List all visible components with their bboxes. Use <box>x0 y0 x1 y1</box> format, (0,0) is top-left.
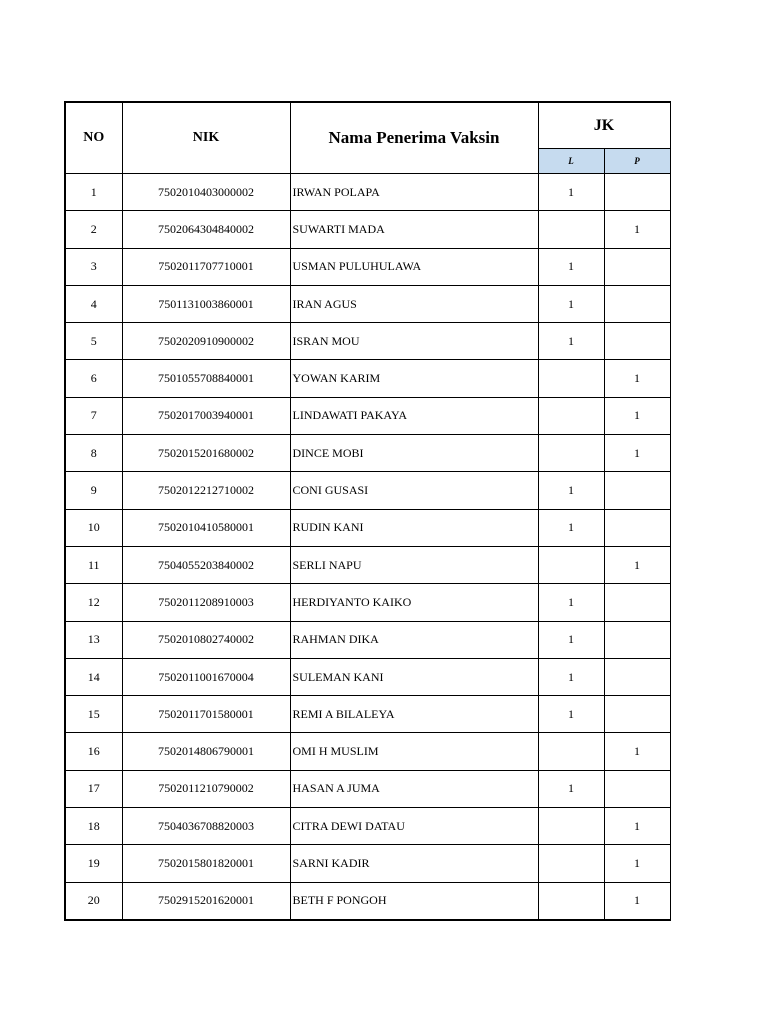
cell-no: 6 <box>65 360 122 397</box>
header-nama: Nama Penerima Vaksin <box>290 102 538 174</box>
cell-nama: RUDIN KANI <box>290 509 538 546</box>
cell-no: 14 <box>65 658 122 695</box>
cell-nik: 7504036708820003 <box>122 808 290 845</box>
cell-no: 4 <box>65 285 122 322</box>
cell-p: 1 <box>604 808 670 845</box>
cell-nik: 7501055708840001 <box>122 360 290 397</box>
cell-l <box>538 360 604 397</box>
cell-no: 18 <box>65 808 122 845</box>
table-row <box>65 435 670 472</box>
cell-no: 13 <box>65 621 122 658</box>
cell-no: 11 <box>65 546 122 583</box>
cell-nik: 7502011001670004 <box>122 658 290 695</box>
table-row <box>65 696 670 733</box>
table-row <box>65 584 670 621</box>
cell-nama: DINCE MOBI <box>290 435 538 472</box>
cell-p: 1 <box>604 435 670 472</box>
cell-nama: HASAN A JUMA <box>290 770 538 807</box>
cell-l <box>538 397 604 434</box>
cell-nik: 7502011210790002 <box>122 770 290 807</box>
cell-nik: 7502011701580001 <box>122 696 290 733</box>
cell-no: 9 <box>65 472 122 509</box>
cell-p <box>604 584 670 621</box>
cell-p <box>604 621 670 658</box>
cell-no: 16 <box>65 733 122 770</box>
cell-nik: 7502020910900002 <box>122 323 290 360</box>
cell-nik: 7502017003940001 <box>122 397 290 434</box>
cell-nik: 7502012212710002 <box>122 472 290 509</box>
cell-p <box>604 696 670 733</box>
cell-p <box>604 658 670 695</box>
cell-nik: 7504055203840002 <box>122 546 290 583</box>
cell-p: 1 <box>604 845 670 882</box>
cell-nik: 7502915201620001 <box>122 882 290 920</box>
cell-no: 10 <box>65 509 122 546</box>
cell-nik: 7502011208910003 <box>122 584 290 621</box>
cell-p: 1 <box>604 360 670 397</box>
cell-nama: SUWARTI MADA <box>290 211 538 248</box>
cell-nama: ISRAN MOU <box>290 323 538 360</box>
cell-l <box>538 546 604 583</box>
cell-p: 1 <box>604 211 670 248</box>
cell-nama: RAHMAN DIKA <box>290 621 538 658</box>
cell-nama: CITRA DEWI DATAU <box>290 808 538 845</box>
cell-l: 1 <box>538 696 604 733</box>
table-row <box>65 472 670 509</box>
cell-nik: 7502010410580001 <box>122 509 290 546</box>
table-row <box>65 845 670 882</box>
cell-no: 2 <box>65 211 122 248</box>
cell-l: 1 <box>538 621 604 658</box>
cell-p: 1 <box>604 882 670 920</box>
cell-no: 19 <box>65 845 122 882</box>
table-body <box>65 174 670 920</box>
table-row <box>65 658 670 695</box>
cell-l <box>538 733 604 770</box>
cell-nama: OMI H MUSLIM <box>290 733 538 770</box>
cell-l <box>538 845 604 882</box>
cell-l: 1 <box>538 472 604 509</box>
cell-nama: IRWAN POLAPA <box>290 174 538 211</box>
cell-l <box>538 435 604 472</box>
table-row <box>65 808 670 845</box>
header-no: NO <box>65 102 122 174</box>
cell-p <box>604 472 670 509</box>
cell-l: 1 <box>538 323 604 360</box>
cell-no: 15 <box>65 696 122 733</box>
cell-p: 1 <box>604 733 670 770</box>
cell-nik: 7502064304840002 <box>122 211 290 248</box>
cell-nik: 7502015201680002 <box>122 435 290 472</box>
table-row <box>65 733 670 770</box>
cell-p <box>604 323 670 360</box>
cell-p <box>604 770 670 807</box>
cell-p: 1 <box>604 546 670 583</box>
table-row <box>65 248 670 285</box>
cell-nama: IRAN AGUS <box>290 285 538 322</box>
cell-l <box>538 211 604 248</box>
cell-nama: HERDIYANTO KAIKO <box>290 584 538 621</box>
cell-no: 12 <box>65 584 122 621</box>
cell-nama: REMI A BILALEYA <box>290 696 538 733</box>
table-row <box>65 770 670 807</box>
table-row <box>65 397 670 434</box>
cell-p <box>604 248 670 285</box>
cell-no: 5 <box>65 323 122 360</box>
cell-nama: YOWAN KARIM <box>290 360 538 397</box>
cell-nama: SARNI KADIR <box>290 845 538 882</box>
table-row <box>65 621 670 658</box>
cell-nama: SULEMAN KANI <box>290 658 538 695</box>
header-p: P <box>604 149 670 174</box>
vaccine-recipient-table <box>64 101 671 921</box>
cell-p <box>604 509 670 546</box>
header-jk: JK <box>538 102 670 149</box>
cell-l: 1 <box>538 285 604 322</box>
table-row <box>65 323 670 360</box>
cell-nama: USMAN PULUHULAWA <box>290 248 538 285</box>
cell-l: 1 <box>538 248 604 285</box>
table-row <box>65 360 670 397</box>
cell-p <box>604 174 670 211</box>
cell-l: 1 <box>538 770 604 807</box>
cell-nik: 7501131003860001 <box>122 285 290 322</box>
cell-no: 20 <box>65 882 122 920</box>
cell-no: 17 <box>65 770 122 807</box>
cell-nik: 7502010403000002 <box>122 174 290 211</box>
table-row <box>65 211 670 248</box>
cell-no: 7 <box>65 397 122 434</box>
table-row <box>65 174 670 211</box>
table-row <box>65 509 670 546</box>
table-row <box>65 546 670 583</box>
cell-no: 8 <box>65 435 122 472</box>
cell-no: 3 <box>65 248 122 285</box>
cell-nama: LINDAWATI PAKAYA <box>290 397 538 434</box>
cell-nik: 7502011707710001 <box>122 248 290 285</box>
cell-p: 1 <box>604 397 670 434</box>
cell-nik: 7502010802740002 <box>122 621 290 658</box>
header-nik: NIK <box>122 102 290 174</box>
cell-no: 1 <box>65 174 122 211</box>
table-row <box>65 882 670 920</box>
cell-l: 1 <box>538 584 604 621</box>
table-row <box>65 285 670 322</box>
cell-nama: SERLI NAPU <box>290 546 538 583</box>
cell-nik: 7502015801820001 <box>122 845 290 882</box>
cell-l <box>538 882 604 920</box>
cell-nik: 7502014806790001 <box>122 733 290 770</box>
cell-nama: BETH F PONGOH <box>290 882 538 920</box>
cell-p <box>604 285 670 322</box>
header-l: L <box>538 149 604 174</box>
cell-l <box>538 808 604 845</box>
cell-l: 1 <box>538 174 604 211</box>
cell-l: 1 <box>538 509 604 546</box>
cell-nama: CONI GUSASI <box>290 472 538 509</box>
cell-l: 1 <box>538 658 604 695</box>
